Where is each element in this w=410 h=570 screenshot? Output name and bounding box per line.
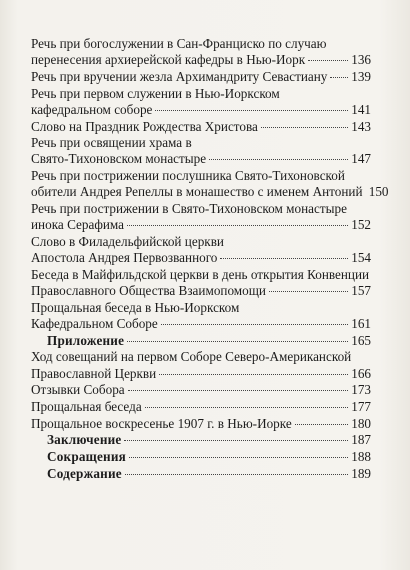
toc-entry-text: Ход совещаний на первом Соборе Северо-Американской — [31, 349, 352, 365]
toc-entry-text: Беседа в Майфильдской церкви в день открытия Конвенции — [31, 266, 370, 282]
toc-page-number: 165 — [351, 332, 371, 348]
toc-page-number: 136 — [351, 52, 371, 68]
dot-leader — [124, 440, 348, 441]
toc-entry-row — [47, 432, 371, 448]
toc-page-number: 150 — [368, 184, 389, 200]
toc-entry-text: Содержание — [47, 465, 122, 481]
toc-entry-row — [31, 316, 371, 332]
toc-entry — [31, 449, 371, 465]
toc-entry-row — [31, 151, 371, 167]
toc-entry-text: кафедральном соборе — [31, 101, 153, 117]
toc-entry-text: Заключение — [47, 432, 122, 448]
toc-entry — [31, 234, 371, 266]
dot-leader — [261, 127, 348, 128]
toc-entry — [31, 432, 371, 448]
toc-entry-text: Слово на Праздник Рождества Христова — [31, 118, 258, 134]
dot-leader — [127, 225, 348, 226]
toc-page-number: 143 — [351, 118, 371, 134]
toc-entry-row — [31, 184, 389, 200]
dot-leader — [330, 77, 348, 78]
toc-page-number: 180 — [351, 415, 371, 431]
toc-entry — [31, 267, 371, 299]
toc-entry-text: Свято-Тихоновском монастыре — [31, 151, 207, 167]
toc-entry — [31, 201, 371, 233]
toc-entry-row — [31, 119, 371, 135]
toc-entry-row — [31, 102, 371, 118]
toc-entry-row — [31, 416, 371, 432]
dot-leader — [161, 324, 348, 325]
toc-page-number: 161 — [351, 315, 371, 331]
toc-page-number: 187 — [351, 432, 371, 448]
toc-entry — [31, 382, 371, 398]
toc-entry-text: Православного Общества Взаимопомощи — [31, 283, 266, 299]
dot-leader — [127, 341, 348, 342]
toc-page-number: 157 — [351, 283, 371, 299]
toc-entry-row — [31, 217, 371, 233]
toc-page-number: 152 — [351, 217, 371, 233]
toc-page-number: 139 — [351, 68, 371, 84]
toc-entry — [31, 300, 371, 332]
toc-entry-row — [31, 283, 371, 299]
toc-entry — [31, 349, 371, 381]
toc-entry — [31, 466, 371, 482]
dot-leader — [145, 407, 348, 408]
toc-entry-row — [31, 366, 371, 382]
toc-entry-text: Речь при богослужении в Сан-Франциско по случаю — [31, 36, 327, 51]
toc-entry — [31, 135, 371, 167]
dot-leader — [129, 457, 348, 458]
toc-entry-row — [31, 250, 371, 266]
toc-entry-row — [47, 466, 371, 482]
toc-entry — [31, 86, 371, 118]
toc-entry — [31, 333, 371, 349]
toc-entry-text: Речь при первом служении в Нью-Иоркском — [31, 85, 280, 101]
toc-page-number: 189 — [351, 465, 371, 481]
dot-leader — [128, 390, 348, 391]
toc-entry-text: Речь при пострижении послушника Свято-Тихоновской — [31, 168, 345, 184]
toc-entry-text: Приложение — [47, 332, 125, 348]
toc-page-number: 166 — [351, 365, 371, 381]
toc-entry-text: Речь при вручении жезла Архимандриту Севастиану — [31, 68, 328, 84]
toc-entry — [31, 168, 389, 200]
dot-leader — [209, 159, 348, 160]
dot-leader — [308, 60, 348, 61]
toc-page-number: 188 — [351, 449, 371, 465]
toc-entry-text: инока Серафима — [31, 217, 125, 233]
toc-entry-text: Апостола Андрея Первозванного — [31, 250, 218, 266]
toc-page-number: 154 — [351, 250, 371, 266]
toc-entry-row — [31, 382, 371, 398]
toc-entry-text: перенесения архиерейской кафедры в Нью-Иорк — [31, 52, 306, 68]
toc-entry — [31, 416, 371, 432]
toc-entry-row — [31, 69, 371, 85]
toc-page-number: 141 — [351, 101, 371, 117]
toc-entry-text: Прощальная беседа — [31, 398, 142, 414]
toc-entry-row — [47, 333, 371, 349]
toc-entry-text: Сокращения — [47, 449, 126, 465]
toc-entry-text: Прощальная беседа в Нью-Иоркском — [31, 299, 240, 315]
toc-page-number: 147 — [351, 151, 371, 167]
toc-entry-text: Речь при освящении храма в — [31, 135, 192, 151]
toc-entry — [31, 119, 371, 135]
dot-leader — [269, 291, 348, 292]
toc-entry-row — [47, 449, 371, 465]
toc-entry-row — [31, 399, 371, 415]
toc-entry-text: Православной Церкви — [31, 365, 157, 381]
dot-leader — [220, 258, 348, 259]
toc-entry-text: Отзывки Собора — [31, 382, 125, 398]
toc-entry-text: обители Андрея Репеллы в монашество с именем Антоний — [31, 184, 363, 200]
toc-entry-text: Слово в Филадельфийской церкви — [31, 233, 224, 249]
toc-page-number: 177 — [351, 398, 371, 414]
toc-entry — [31, 69, 371, 85]
dot-leader — [295, 424, 348, 425]
toc-entry — [31, 399, 371, 415]
toc-entry-text: Прощальное воскресенье 1907 г. в Нью-Иорке — [31, 415, 292, 431]
toc-entry-text: Речь при пострижении в Свято-Тихоновском монастыре — [31, 201, 347, 217]
toc-entry-row — [31, 52, 371, 68]
toc-entry — [31, 36, 371, 68]
dot-leader — [155, 110, 348, 111]
dot-leader — [125, 474, 348, 475]
table-of-contents — [31, 36, 389, 482]
toc-entry-text: Кафедральном Соборе — [31, 315, 158, 331]
dot-leader — [159, 374, 348, 375]
toc-page-number: 173 — [351, 382, 371, 398]
